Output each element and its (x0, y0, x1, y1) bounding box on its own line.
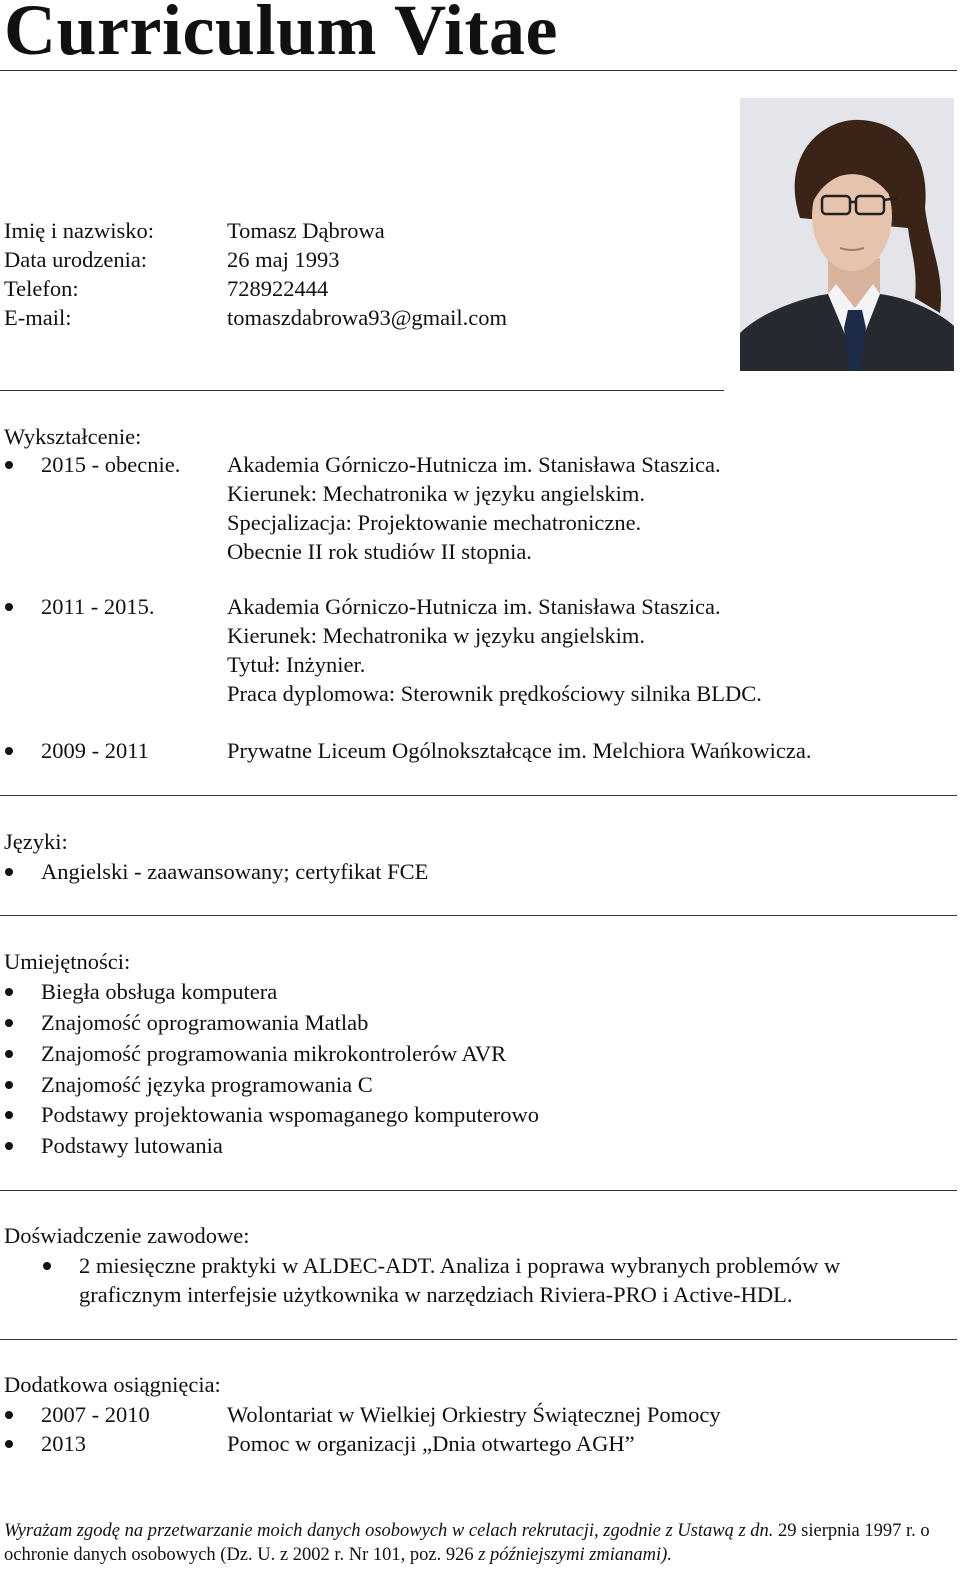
education-date: 2011 - 2015. (41, 594, 155, 619)
bullet (5, 747, 13, 755)
bullet (5, 988, 13, 996)
consent-clause (4, 1519, 934, 1567)
skill-item: Biegła obsługa komputera (41, 979, 278, 1004)
skill-item: Podstawy lutowania (41, 1133, 223, 1158)
achievement-date: 2013 (41, 1431, 86, 1456)
education-line: Praca dyplomowa: Sterownik prędkościowy silnika BLDC. (227, 681, 762, 706)
skill-item: Podstawy projektowania wspomaganego komputerowo (41, 1102, 540, 1127)
experience-line: 2 miesięczne praktyki w ALDEC-ADT. Analiza i poprawa wybranych problemów w (79, 1253, 841, 1278)
email-label: E-mail: (4, 305, 72, 330)
achievement-date: 2007 - 2010 (41, 1402, 150, 1427)
education-line: Obecnie II rok studiów II stopnia. (227, 539, 532, 564)
phone-label: Telefon: (4, 276, 79, 301)
divider (0, 70, 957, 71)
divider (0, 795, 957, 796)
bullet (5, 603, 13, 611)
achievement-text: Wolontariat w Wielkiej Orkiestry Świątecznej Pomocy (227, 1402, 721, 1427)
education-line: Specjalizacja: Projektowanie mechatroniczne. (227, 510, 642, 535)
bullet (5, 1050, 13, 1058)
name-label: Imię i nazwisko: (4, 218, 154, 243)
achievement-text: Pomoc w organizacji „Dnia otwartego AGH” (227, 1431, 635, 1456)
bullet (5, 1111, 13, 1119)
email-value: tomaszdabrowa93@gmail.com (227, 305, 508, 330)
languages-heading: Języki: (4, 829, 68, 854)
consent-text-regular: 29 sierpnia 1997 r. o ochronie danych osobowych (Dz. U. z 2002 r. Nr 101, poz. 926 (4, 1521, 930, 1565)
education-line: Prywatne Liceum Ogólnokształcące im. Melchiora Wańkowicza. (227, 738, 812, 763)
page-title: Curriculum Vitae (4, 0, 558, 70)
education-line: Tytuł: Inżynier. (227, 652, 366, 677)
bullet (5, 1081, 13, 1089)
divider (0, 1339, 957, 1340)
education-date: 2009 - 2011 (41, 738, 149, 763)
divider (0, 1190, 957, 1191)
education-line: Kierunek: Mechatronika w języku angielskim. (227, 623, 645, 648)
achievements-heading: Dodatkowa osiągnięcia: (4, 1372, 221, 1397)
skill-item: Znajomość oprogramowania Matlab (41, 1010, 369, 1035)
education-line: Akademia Górniczo-Hutnicza im. Stanisława Staszica. (227, 594, 721, 619)
education-heading: Wykształcenie: (4, 424, 142, 449)
consent-text-italic-end: z późniejszymi zmianami). (478, 1545, 672, 1565)
birth-label: Data urodzenia: (4, 247, 148, 272)
bullet (5, 1440, 13, 1448)
skill-item: Znajomość programowania mikrokontrolerów AVR (41, 1041, 507, 1066)
education-line: Kierunek: Mechatronika w języku angielskim. (227, 481, 645, 506)
consent-text-italic: Wyrażam zgodę na przetwarzanie moich danych osobowych w celach rekrutacji, zgodnie z Ustawą z dn. (4, 1521, 774, 1541)
skill-item: Znajomość języka programowania C (41, 1072, 373, 1097)
bullet (5, 461, 13, 469)
phone-value: 728922444 (227, 276, 329, 301)
divider (0, 390, 724, 391)
divider (0, 915, 957, 916)
portrait-photo (740, 98, 954, 371)
name-value: Tomasz Dąbrowa (227, 218, 385, 243)
bullet (5, 1019, 13, 1027)
education-date: 2015 - obecnie. (41, 452, 181, 477)
birth-value: 26 maj 1993 (227, 247, 340, 272)
experience-line: graficznym interfejsie użytkownika w narzędziach Riviera-PRO i Active-HDL. (79, 1282, 793, 1307)
education-line: Akademia Górniczo-Hutnicza im. Stanisława Staszica. (227, 452, 721, 477)
experience-heading: Doświadczenie zawodowe: (4, 1223, 250, 1248)
bullet (43, 1262, 51, 1270)
bullet (5, 1411, 13, 1419)
bullet (5, 868, 13, 876)
skills-heading: Umiejętności: (4, 949, 131, 974)
bullet (5, 1142, 13, 1150)
language-item: Angielski - zaawansowany; certyfikat FCE (41, 859, 429, 884)
